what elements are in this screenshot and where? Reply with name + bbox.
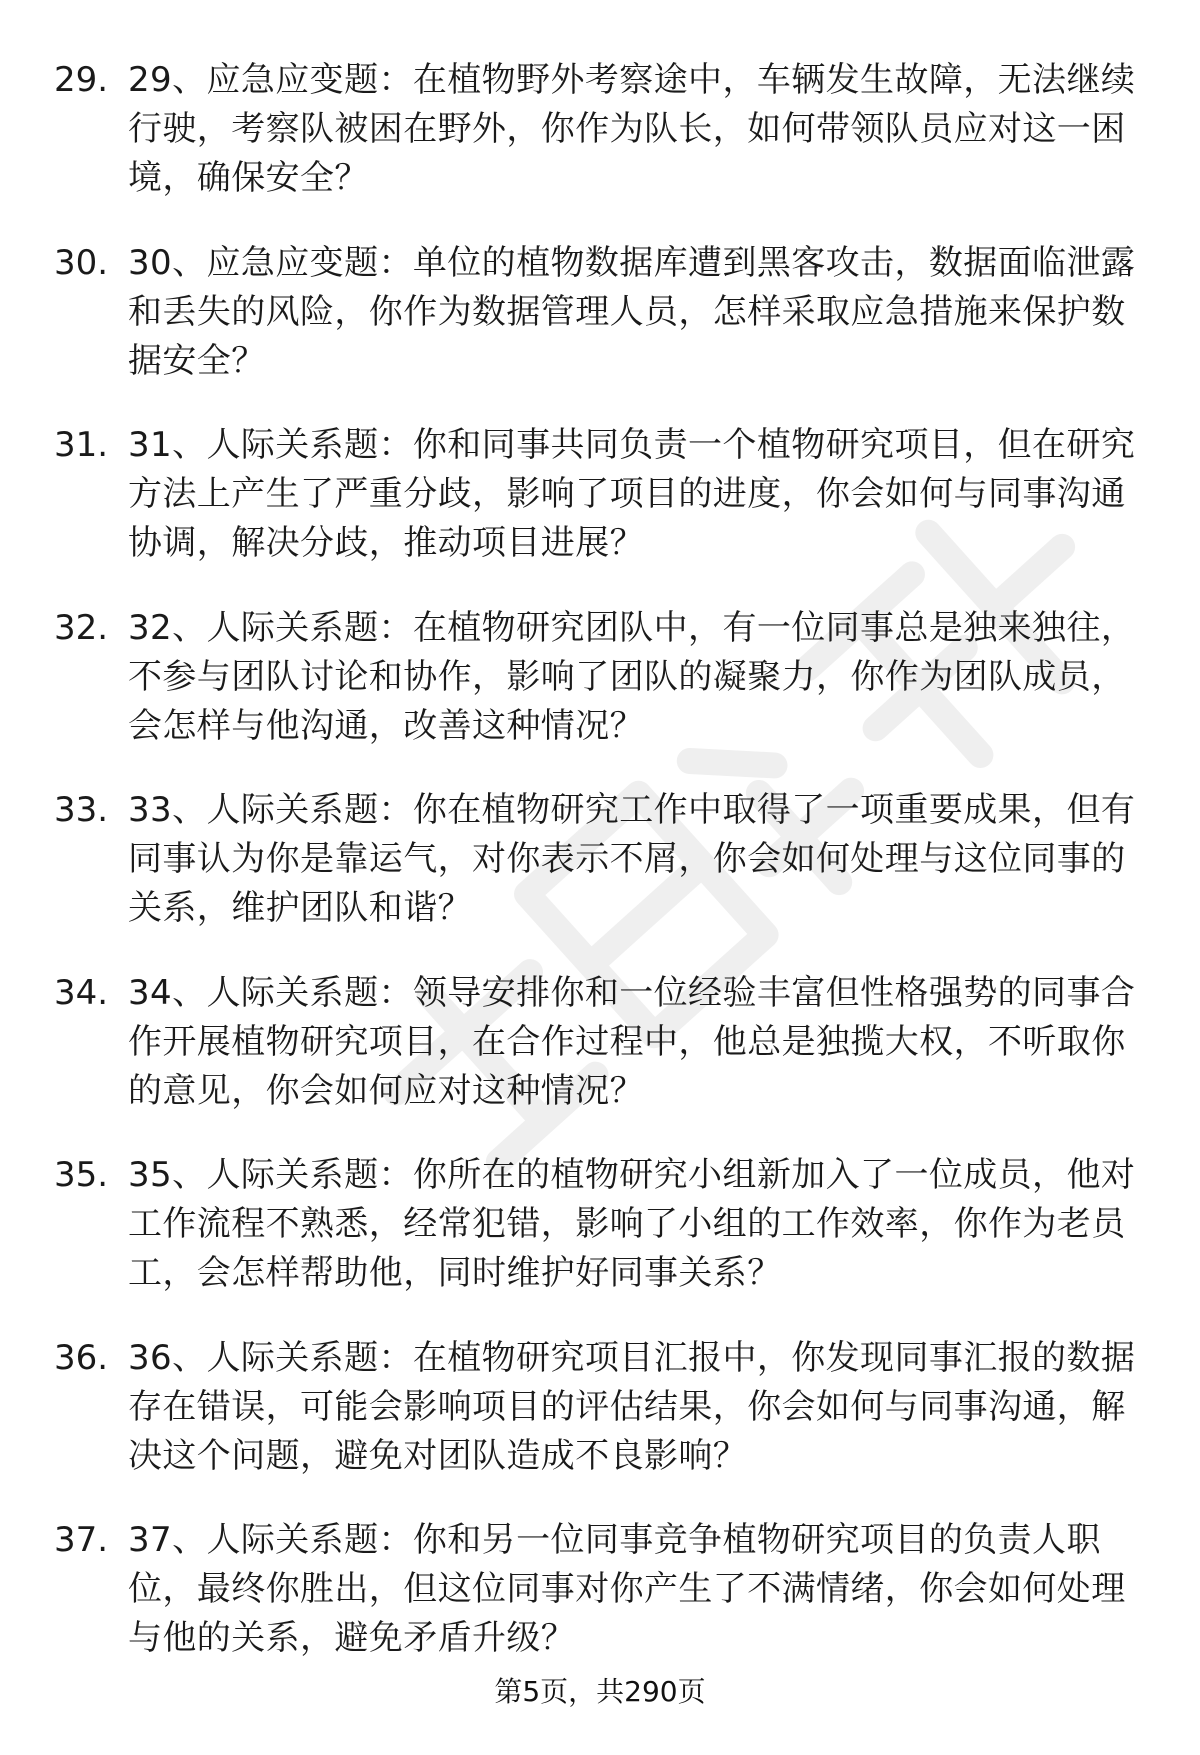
question-number: 31. <box>54 425 109 465</box>
question-text: 33、人际关系题：你在植物研究工作中取得了一项重要成果，但有同事认为你是靠运气，对你表示不屑，你会如何处理与这位同事的关系，维护团队和谐？ <box>128 790 1136 928</box>
question-number: 29. <box>54 60 109 100</box>
question-item <box>0 969 1200 1152</box>
question-item <box>0 239 1200 422</box>
question-list <box>0 56 1200 1699</box>
question-text: 32、人际关系题：在植物研究团队中，有一位同事总是独来独往，不参与团队讨论和协作，影响了团队的凝聚力，你作为团队成员，会怎样与他沟通，改善这种情况？ <box>128 607 1136 746</box>
question-number: 30. <box>54 242 109 283</box>
question-item <box>0 1151 1200 1334</box>
question-item <box>0 56 1200 239</box>
question-text: 36、人际关系题：在植物研究项目汇报中，你发现同事汇报的数据存在错误，可能会影响项目的评估结果，你会如何与同事沟通，解决这个问题，避免对团队造成不良影响？ <box>128 1337 1136 1476</box>
question-item <box>0 604 1200 787</box>
question-item <box>0 1334 1200 1517</box>
question-text: 30、应急应变题：单位的植物数据库遭到黑客攻击，数据面临泄露和丢失的风险，你作为数据管理人员，怎样采取应急措施来保护数据安全？ <box>128 242 1136 381</box>
question-number: 35. <box>54 1155 109 1195</box>
question-number: 37. <box>54 1520 109 1560</box>
question-text: 31、人际关系题：你和同事共同负责一个植物研究项目，但在研究方法上产生了严重分歧，影响了项目的进度，你会如何与同事沟通协调，解决分歧，推动项目进展？ <box>128 425 1136 563</box>
question-number: 33. <box>54 790 109 830</box>
question-number: 34. <box>54 972 109 1013</box>
question-number: 36. <box>54 1337 109 1378</box>
question-number: 32. <box>54 607 109 648</box>
question-text: 34、人际关系题：领导安排你和一位经验丰富但性格强势的同事合作开展植物研究项目，在合作过程中，他总是独揽大权，不听取你的意见，你会如何应对这种情况？ <box>128 972 1136 1111</box>
question-item <box>0 421 1200 604</box>
question-text: 29、应急应变题：在植物野外考察途中，车辆发生故障，无法继续行驶，考察队被困在野外，你作为队长，如何带领队员应对这一困境，确保安全？ <box>128 60 1136 198</box>
page-footer: 第5页，共290页 <box>494 1675 706 1708</box>
question-text: 35、人际关系题：你所在的植物研究小组新加入了一位成员，他对工作流程不熟悉，经常犯错，影响了小组的工作效率，你作为老员工，会怎样帮助他，同时维护好同事关系？ <box>128 1155 1136 1293</box>
question-item <box>0 786 1200 969</box>
question-text: 37、人际关系题：你和另一位同事竞争植物研究项目的负责人职位，最终你胜出，但这位同事对你产生了不满情绪，你会如何处理与他的关系，避免矛盾升级？ <box>128 1520 1126 1658</box>
